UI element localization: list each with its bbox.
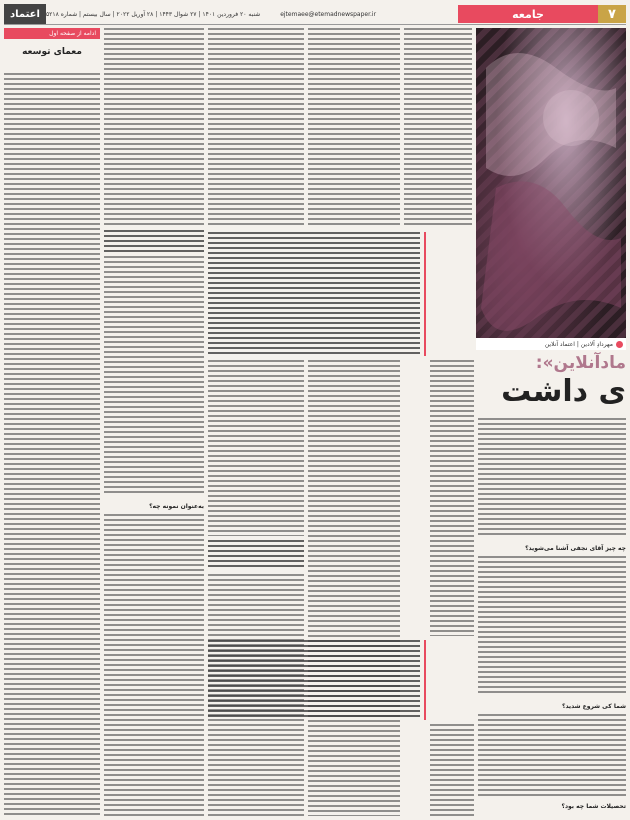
- question-line: تحصیلات شما چه بود؟: [561, 803, 626, 810]
- page-header: [4, 4, 626, 25]
- question-line: شما کی شروع شدید؟: [561, 703, 626, 710]
- body-text-col4-b: [308, 360, 400, 816]
- section-label: جامعه: [458, 5, 598, 23]
- body-text-col3-a: [208, 28, 304, 228]
- body-text-col3-b: [208, 360, 304, 536]
- article-body-text: [4, 73, 100, 816]
- newspaper-logo: اعتماد: [4, 4, 46, 24]
- continued-tag: ادامه از صفحه اول: [4, 28, 100, 39]
- pull-quote: [208, 232, 426, 356]
- photo-caption: مهردادِ آلادین | اعتماد آنلاین: [476, 338, 626, 350]
- intro-text: [478, 418, 626, 538]
- issue-info: شنبه ۲۰ فروردین ۱۴۰۱ | ۲۷ شوال ۱۴۴۳ | ۲۸ آوریل ۲۰۲۲ | سال بیستم | شماره ۵۲۱۸: [45, 10, 261, 18]
- headline-sub: مادآنلاین»:: [535, 353, 626, 373]
- question-line: چه چیز آقای نجفی آشنا می‌شوید؟: [525, 545, 626, 552]
- question-block-c: [478, 700, 626, 713]
- question-line: به‌عنوان نمونه چه؟: [149, 503, 204, 510]
- body-text-col5-a: [404, 28, 472, 228]
- body-text-col2-a: [104, 28, 204, 226]
- section-email[interactable]: ejtemaee@etemadnewspaper.ir: [280, 10, 377, 18]
- article-photo: [476, 28, 626, 338]
- body-text-right-b: [478, 714, 626, 798]
- question-block-d: [478, 800, 626, 813]
- body-text-right-a: [478, 556, 626, 696]
- pull-quote-2: [208, 640, 426, 720]
- left-column: [4, 28, 100, 816]
- question-block-b: [478, 542, 626, 555]
- question-block-a: [104, 500, 204, 513]
- body-text-col2-b: [104, 256, 204, 496]
- body-text-col2-c: [104, 514, 204, 816]
- body-text-col3-bold: [208, 540, 304, 570]
- body-text-col4-a: [308, 28, 400, 228]
- headline: [426, 352, 626, 410]
- body-text-col5-c: [430, 724, 474, 816]
- headline-main: ی داشت: [501, 374, 626, 409]
- body-text-col2-bold: [104, 230, 204, 252]
- caption-dot-icon: [616, 341, 623, 348]
- page-number: ۷: [598, 5, 626, 23]
- article-title-development: معمای توسعه: [22, 47, 82, 57]
